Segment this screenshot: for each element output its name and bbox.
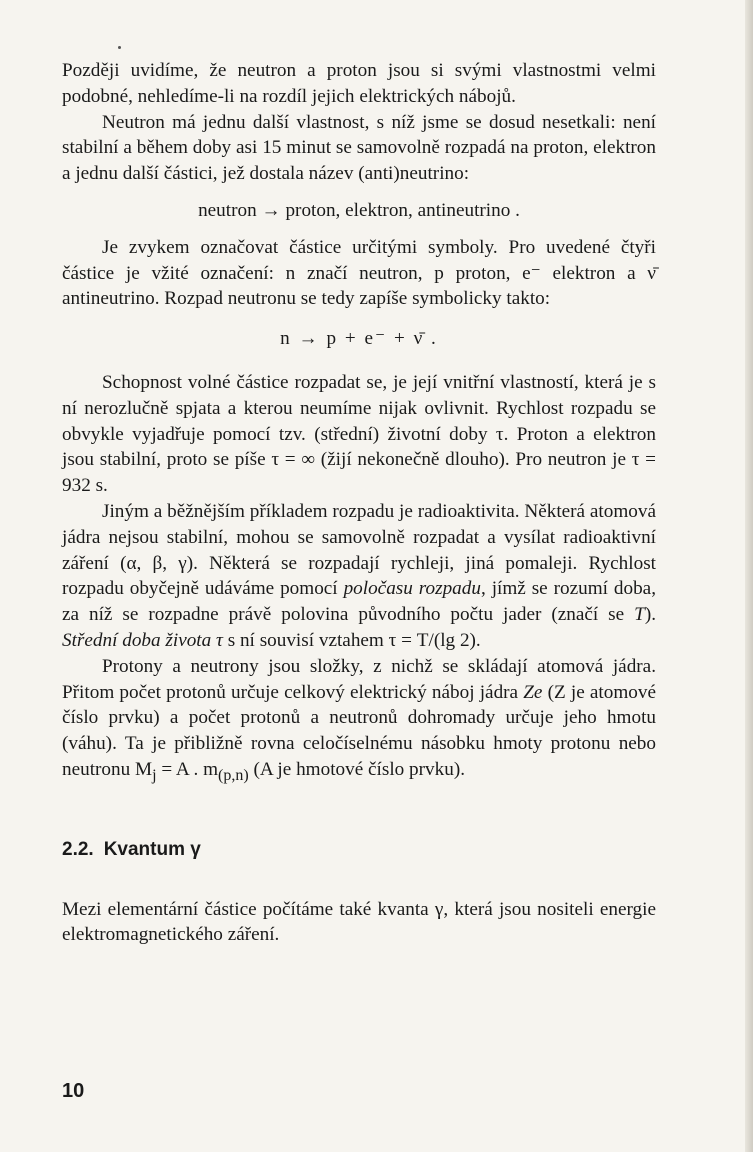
symbol-T: T (634, 604, 645, 626)
text-run: = A . m (156, 758, 218, 780)
subscript-j: j (152, 766, 157, 784)
section-heading (62, 839, 656, 861)
paragraph-neutron-proton-similarity: Později uvidíme, že neutron a proton jsou si svými vlastnostmi velmi podobné, nehledíme-li na rozdíl jejich elektrických nábojů. (62, 60, 656, 107)
text-run: ). (644, 604, 656, 626)
text-run: , jímž se rozumí doba, za níž se rozpadne právě polovina původního počtu jader (značí se (62, 578, 656, 626)
paragraph-radioactivity (62, 499, 656, 654)
text-run: (A je hmotové číslo prvku). (248, 758, 466, 780)
section-number: 2.2. (62, 838, 94, 860)
page-body (62, 58, 656, 948)
text-run: (Z je atomové číslo prvku) a počet protonů a neutronů dohromady určuje jeho hmotu (váhu). Ta je přibližně rovna celočíselnému násobku hmoty protonu nebo neutronu M (62, 681, 656, 780)
text-run: Jiným a běžnějším příkladem rozpadu je radioaktivita. Některá atomová jádra nejsou stabilní, mohou se samovolně rozpadat a vysílat radioaktivní záření (α, β, γ). Některá se rozpadají rychleji, jiná pomaleji. Rychlost rozpadu obyčejně udáváme pomocí (62, 500, 656, 600)
speck (118, 46, 121, 49)
page-number: 10 (62, 1080, 85, 1102)
equation-neutron-decay-symbols: n → p + e⁻ + ν̄ . (280, 328, 438, 350)
paragraph-gamma-quanta: Mezi elementární částice počítáme také kvanta γ, která jsou nositeli energie elektromagnetického záření. (62, 898, 656, 946)
section-title: Kvantum γ (103, 838, 201, 860)
subscript-pn: (p,n) (218, 766, 249, 784)
paragraph-nucleus-composition (62, 654, 656, 789)
term-mean-lifetime: Střední doba života τ (62, 629, 223, 651)
equation-neutron-decay-words: neutron → proton, elektron, antineutrino . (198, 199, 520, 221)
symbol-Ze: Ze (523, 681, 543, 703)
text-run: s ní souvisí vztahem τ = T/(lg 2). (222, 629, 481, 651)
paragraph-particle-symbols: Je zvykem označovat částice určitými symboly. Pro uvedené čtyři částice je vžité označení: n značí neutron, p proton, e⁻ elektron a ν̄ antineutrino. Rozpad neutronu se tedy zapíše symbolicky takto: (62, 236, 656, 310)
text-run: Protony a neutrony jsou složky, z nichž se skládají atomová jádra. Přitom počet protonů určuje celkový elektrický náboj jádra (62, 655, 656, 703)
page-edge-shadow (745, 0, 753, 1152)
paragraph-neutron-instability: Neutron má jednu další vlastnost, s níž jsme se dosud nesetkali: není stabilní a během doby asi 15 minut se samovolně rozpadá na proton, elektron a jednu další částici, jež dostala název (anti)neutrino: (62, 111, 656, 185)
term-half-life: poločasu rozpadu (343, 578, 481, 600)
paragraph-lifetime: Schopnost volné částice rozpadat se, je její vnitřní vlastností, která je s ní nerozlučně spjata a kterou neumíme nijak ovlivnit. Rychlost rozpadu se obvykle vyjadřuje pomocí tzv. (střední) životní doby τ. Proton a elektron jsou stabilní, proto se píše τ = ∞ (žijí nekonečně dlouho). Pro neutron je τ = 932 s. (62, 371, 656, 497)
